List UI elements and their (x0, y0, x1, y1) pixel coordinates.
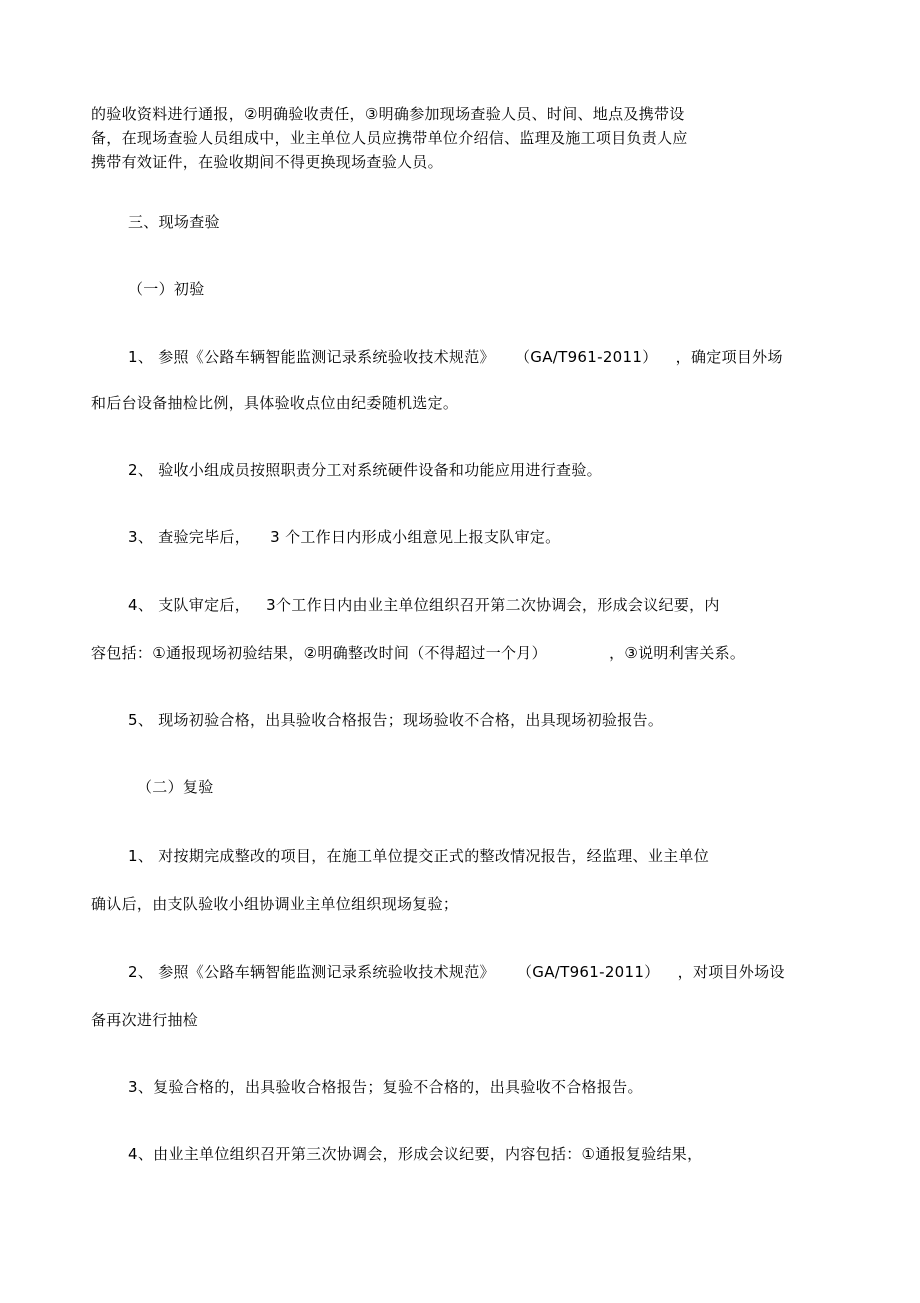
intro-line-3: 携带有效证件，在验收期间不得更换现场查验人员。 (91, 153, 443, 171)
initial-item-3-text-a: 3、 查验完毕后， (128, 528, 251, 546)
initial-item-1-text-a: 1、 参照《公路车辆智能监测记录系统验收技术规范》 (128, 348, 495, 366)
standard-code: （GA/T961-2011） (514, 348, 658, 366)
initial-item-4-line-1 (128, 595, 720, 615)
intro-line-1: 的验收资料进行通报，②明确验收责任，③明确参加现场查验人员、时间、地点及携带设 (91, 105, 685, 123)
recheck-item-2-text-c: ，对项目外场设 (677, 963, 785, 981)
recheck-item-2-line-1 (128, 962, 785, 982)
initial-item-4-text-d: ，③说明利害关系。 (609, 644, 746, 662)
initial-item-4-text-c: 容包括：①通报现场初验结果，②明确整改时间（不得超过一个月） (91, 644, 547, 662)
initial-item-3-text-b: 3 个工作日内形成小组意见上报支队审定。 (270, 528, 561, 546)
initial-item-5: 5、 现场初验合格，出具验收合格报告；现场验收不合格，出具现场初验报告。 (128, 711, 664, 729)
recheck-item-2-text-a: 2、 参照《公路车辆智能监测记录系统验收技术规范》 (128, 963, 495, 981)
initial-item-4-text-b: 3个工作日内由业主单位组织召开第二次协调会，形成会议纪要，内 (266, 596, 720, 614)
section-heading: 三、现场查验 (128, 213, 220, 231)
initial-item-4-line-2 (91, 643, 745, 663)
subsection-heading-recheck: （二）复验 (137, 778, 214, 796)
initial-item-3 (128, 527, 561, 547)
initial-item-1-line-1 (128, 347, 783, 367)
intro-line-2: 备，在现场查验人员组成中，业主单位人员应携带单位介绍信、监理及施工项目负责人应 (91, 129, 688, 147)
recheck-item-2-line-2: 备再次进行抽检 (91, 1011, 199, 1029)
initial-item-1-line-2: 和后台设备抽检比例，具体验收点位由纪委随机选定。 (91, 394, 459, 412)
initial-item-4-text-a: 4、 支队审定后， (128, 596, 251, 614)
subsection-heading-initial: （一）初验 (128, 280, 205, 298)
recheck-item-3: 3、复验合格的，出具验收合格报告；复验不合格的，出具验收不合格报告。 (128, 1078, 643, 1096)
standard-code-2: （GA/T961-2011） (516, 963, 660, 981)
initial-item-1-text-c: ，确定项目外场 (675, 348, 783, 366)
recheck-item-4: 4、由业主单位组织召开第三次协调会，形成会议纪要，内容包括：①通报复验结果， (128, 1145, 703, 1163)
initial-item-2: 2、 验收小组成员按照职责分工对系统硬件设备和功能应用进行查验。 (128, 461, 602, 479)
recheck-item-1-line-1: 1、 对按期完成整改的项目，在施工单位提交正式的整改情况报告，经监理、业主单位 (128, 847, 710, 865)
recheck-item-1-line-2: 确认后，由支队验收小组协调业主单位组织现场复验； (91, 895, 459, 913)
